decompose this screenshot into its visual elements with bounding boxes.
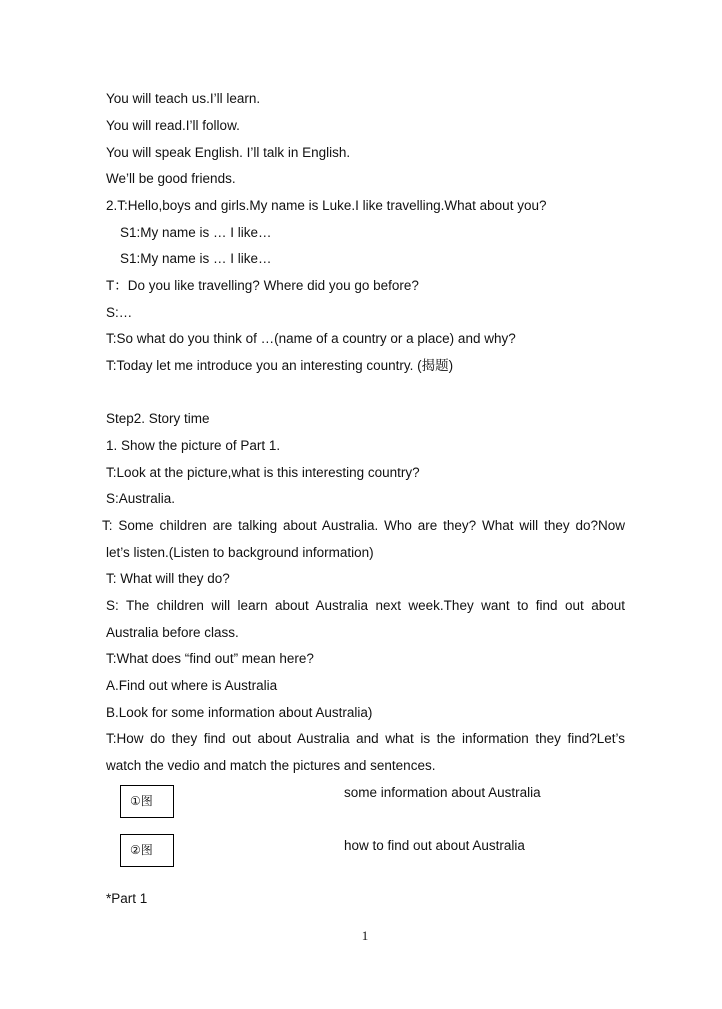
text-line: T:Look at the picture,what is this interesting country? (106, 465, 420, 480)
text-line: You will speak English. I’ll talk in English. (106, 145, 351, 160)
text-line: T:What does “find out” mean here? (106, 651, 314, 666)
text-line: Australia before class. (106, 625, 239, 640)
text-line: T: Some children are talking about Australia. Who are they? What will they do?Now (102, 518, 625, 533)
text-line: B.Look for some information about Australia) (106, 705, 373, 720)
match-sentence-1: some information about Australia (344, 785, 541, 800)
text-line: S:… (106, 305, 133, 320)
text-line: T:Today let me introduce you an interesting country. (揭题) (106, 358, 454, 373)
text-line: T: What will they do? (106, 571, 230, 586)
text-line: You will read.I’ll follow. (106, 118, 240, 133)
text-line: T:So what do you think of …(name of a country or a place) and why? (106, 331, 516, 346)
text-line: S1:My name is … I like… (120, 225, 272, 240)
picture-box-1: ①图 (120, 785, 174, 818)
text-line: let’s listen.(Listen to background information) (106, 545, 374, 560)
text-line: You will teach us.I’ll learn. (106, 91, 261, 106)
text-line: We’ll be good friends. (106, 171, 236, 186)
text-line: watch the vedio and match the pictures and sentences. (106, 758, 436, 773)
text-line: S: The children will learn about Australia next week.They want to find out about (106, 598, 625, 613)
section-heading: Step2. Story time (106, 411, 210, 426)
match-sentence-2: how to find out about Australia (344, 838, 525, 853)
text-line: T：Do you like travelling? Where did you go before? (106, 278, 419, 293)
picture-box-2: ②图 (120, 834, 174, 867)
page-number: 1 (361, 928, 369, 943)
text-line: 2.T:Hello,boys and girls.My name is Luke.I like travelling.What about you? (106, 198, 547, 213)
text-line: 1. Show the picture of Part 1. (106, 438, 281, 453)
text-line: S1:My name is … I like… (120, 251, 272, 266)
text-line: A.Find out where is Australia (106, 678, 278, 693)
text-line: T:How do they find out about Australia and what is the information they find?Let’s (106, 731, 625, 746)
section-label: *Part 1 (106, 891, 148, 906)
text-line: S:Australia. (106, 491, 176, 506)
